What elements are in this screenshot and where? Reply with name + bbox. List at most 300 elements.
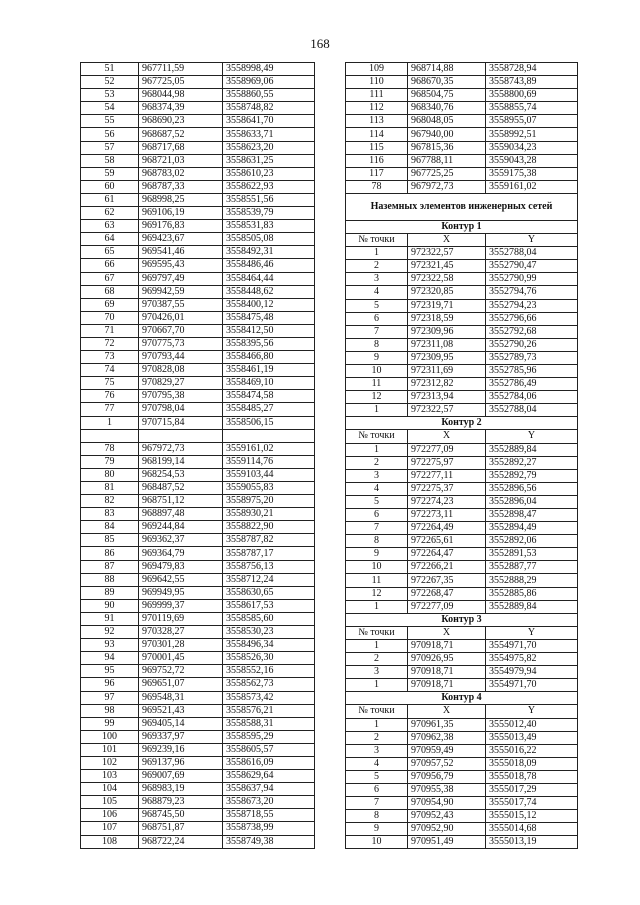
x-coordinate-cell: 972313,94 (408, 391, 486, 404)
y-coordinate-cell (223, 429, 315, 442)
x-coordinate-cell: 969797,49 (139, 272, 223, 285)
point-number-cell: 110 (346, 76, 408, 89)
x-coordinate-cell: 972274,23 (408, 495, 486, 508)
table-row (346, 325, 578, 338)
x-coordinate-cell: 970775,73 (139, 337, 223, 350)
table-row (346, 154, 578, 167)
y-coordinate-cell: 3559103,44 (223, 468, 315, 481)
x-coordinate-cell: 968504,75 (408, 89, 486, 102)
x-coordinate-cell: 970119,69 (139, 612, 223, 625)
y-coordinate-cell: 3555012,40 (486, 718, 578, 731)
point-number-cell: 99 (81, 717, 139, 730)
point-number-cell: 61 (81, 193, 139, 206)
y-coordinate-cell: 3558492,31 (223, 246, 315, 259)
y-coordinate-cell: 3552889,84 (486, 600, 578, 613)
x-coordinate-cell: 968787,33 (139, 180, 223, 193)
y-coordinate-cell: 3552790,26 (486, 338, 578, 351)
table-row (81, 154, 315, 167)
x-coordinate-cell: 969548,31 (139, 691, 223, 704)
point-number-cell: 70 (81, 311, 139, 324)
table-row (346, 836, 578, 849)
point-number-header: № точки (346, 234, 408, 247)
point-number-cell: 77 (81, 403, 139, 416)
x-coordinate-cell: 972277,09 (408, 600, 486, 613)
y-coordinate-cell: 3558855,74 (486, 102, 578, 115)
x-coordinate-cell: 969176,83 (139, 220, 223, 233)
table-row (346, 286, 578, 299)
y-coordinate-cell: 3558718,55 (223, 809, 315, 822)
point-number-cell: 66 (81, 259, 139, 272)
point-number-cell: 85 (81, 534, 139, 547)
point-number-cell: 95 (81, 665, 139, 678)
table-row (81, 285, 315, 298)
x-coordinate-cell: 972268,47 (408, 587, 486, 600)
x-coordinate-cell: 972277,09 (408, 443, 486, 456)
point-number-cell: 2 (346, 653, 408, 666)
point-number-cell: 3 (346, 666, 408, 679)
x-coordinate-cell: 968751,12 (139, 495, 223, 508)
table-row (346, 391, 578, 404)
point-number-cell: 1 (346, 718, 408, 731)
point-number-cell: 65 (81, 246, 139, 259)
table-row (81, 560, 315, 573)
y-coordinate-cell: 3552896,04 (486, 495, 578, 508)
table-row (346, 823, 578, 836)
y-coordinate-cell: 3558461,19 (223, 364, 315, 377)
point-number-cell: 54 (81, 102, 139, 115)
point-number-cell: 59 (81, 167, 139, 180)
y-coordinate-cell: 3552789,73 (486, 351, 578, 364)
y-coordinate-cell: 3558738,99 (223, 822, 315, 835)
point-number-cell: 1 (81, 416, 139, 429)
x-coordinate-cell: 969642,55 (139, 573, 223, 586)
x-coordinate-cell: 970954,90 (408, 797, 486, 810)
table-row (81, 770, 315, 783)
table-row (81, 835, 315, 848)
table-row (346, 482, 578, 495)
table-row (81, 128, 315, 141)
y-coordinate-cell: 3554971,70 (486, 679, 578, 692)
table-row (81, 573, 315, 586)
x-coordinate-cell: 970426,01 (139, 311, 223, 324)
y-coordinate-cell: 3555014,68 (486, 823, 578, 836)
table-row (81, 337, 315, 350)
table-row (81, 272, 315, 285)
point-number-cell: 1 (346, 600, 408, 613)
x-coordinate-cell: 967725,25 (408, 167, 486, 180)
y-coordinate-cell: 3558822,90 (223, 521, 315, 534)
x-coordinate-cell: 970795,38 (139, 390, 223, 403)
x-coordinate-cell: 969007,69 (139, 770, 223, 783)
table-row (81, 678, 315, 691)
point-number-cell: 9 (346, 351, 408, 364)
point-number-cell: 60 (81, 180, 139, 193)
y-coordinate-cell: 3552896,56 (486, 482, 578, 495)
x-coordinate-cell: 972275,37 (408, 482, 486, 495)
x-coordinate-cell: 967972,73 (139, 442, 223, 455)
y-coordinate-cell: 3555017,29 (486, 783, 578, 796)
table-row (81, 639, 315, 652)
x-coordinate-cell: 972320,85 (408, 286, 486, 299)
y-coordinate-cell: 3552887,77 (486, 561, 578, 574)
point-number-cell: 9 (346, 548, 408, 561)
table-row (346, 443, 578, 456)
x-coordinate-cell: 970793,44 (139, 351, 223, 364)
contour-heading: Контур 1 (346, 220, 578, 233)
y-coordinate-cell: 3558412,50 (223, 324, 315, 337)
table-row (346, 679, 578, 692)
point-number-cell: 7 (346, 797, 408, 810)
y-coordinate-cell: 3558610,23 (223, 167, 315, 180)
x-coordinate-cell: 967788,11 (408, 154, 486, 167)
x-coordinate-cell: 970798,04 (139, 403, 223, 416)
y-coordinate-cell: 3552790,47 (486, 260, 578, 273)
y-coordinate-cell: 3558466,80 (223, 351, 315, 364)
table-row (346, 351, 578, 364)
y-coordinate-cell: 3558469,10 (223, 377, 315, 390)
table-row (81, 612, 315, 625)
y-coordinate-cell: 3558975,20 (223, 495, 315, 508)
y-header: Y (486, 430, 578, 443)
point-number-cell: 109 (346, 63, 408, 76)
y-coordinate-cell: 3552796,66 (486, 312, 578, 325)
table-row (346, 810, 578, 823)
x-coordinate-cell: 968745,50 (139, 809, 223, 822)
point-number-cell: 79 (81, 455, 139, 468)
x-header: X (408, 234, 486, 247)
x-coordinate-cell: 970001,45 (139, 652, 223, 665)
table-row (81, 717, 315, 730)
contour-heading-row (346, 220, 578, 233)
y-coordinate-cell: 3555017,74 (486, 797, 578, 810)
point-number-cell: 5 (346, 299, 408, 312)
point-number-cell: 9 (346, 823, 408, 836)
point-number-cell: 101 (81, 743, 139, 756)
y-coordinate-cell: 3555018,09 (486, 757, 578, 770)
point-number-cell: 89 (81, 586, 139, 599)
y-coordinate-cell: 3558728,94 (486, 63, 578, 76)
table-row (81, 586, 315, 599)
point-number-cell: 10 (346, 836, 408, 849)
x-coordinate-cell: 969541,46 (139, 246, 223, 259)
x-header: X (408, 705, 486, 718)
table-row (346, 338, 578, 351)
x-coordinate-cell: 970328,27 (139, 626, 223, 639)
point-number-cell: 6 (346, 312, 408, 325)
point-number-cell: 97 (81, 691, 139, 704)
x-coordinate-cell: 970828,08 (139, 364, 223, 377)
point-number-cell: 92 (81, 626, 139, 639)
table-row (81, 429, 315, 442)
y-coordinate-cell: 3552794,23 (486, 299, 578, 312)
contour-heading: Контур 3 (346, 613, 578, 626)
table-row (81, 102, 315, 115)
y-coordinate-cell: 3552892,27 (486, 456, 578, 469)
point-number-cell: 67 (81, 272, 139, 285)
x-coordinate-cell: 972311,08 (408, 338, 486, 351)
table-row (346, 509, 578, 522)
point-number-cell: 80 (81, 468, 139, 481)
y-coordinate-cell: 3559161,02 (486, 180, 578, 193)
x-coordinate-cell: 968717,68 (139, 141, 223, 154)
y-coordinate-cell: 3552892,79 (486, 469, 578, 482)
y-coordinate-cell: 3552891,53 (486, 548, 578, 561)
point-number-cell: 93 (81, 639, 139, 652)
table-row (346, 548, 578, 561)
table-row (81, 508, 315, 521)
y-coordinate-cell: 3552788,04 (486, 247, 578, 260)
x-coordinate-cell: 967711,59 (139, 63, 223, 76)
y-coordinate-cell: 3558930,21 (223, 508, 315, 521)
table-row (346, 666, 578, 679)
y-coordinate-cell: 3554971,70 (486, 639, 578, 652)
point-number-cell: 1 (346, 679, 408, 692)
point-number-cell: 73 (81, 351, 139, 364)
y-header: Y (486, 626, 578, 639)
point-number-cell: 62 (81, 207, 139, 220)
table-row (346, 783, 578, 796)
point-number-cell: 88 (81, 573, 139, 586)
y-coordinate-cell: 3559034,23 (486, 141, 578, 154)
point-number-cell: 53 (81, 89, 139, 102)
table-row (346, 89, 578, 102)
point-number-cell: 4 (346, 286, 408, 299)
y-coordinate-cell: 3558506,15 (223, 416, 315, 429)
section-title: Наземных элементов инженерных сетей (346, 193, 578, 220)
point-number-cell: 107 (81, 822, 139, 835)
x-coordinate-cell: 972312,82 (408, 378, 486, 391)
y-coordinate-cell: 3559055,83 (223, 482, 315, 495)
x-coordinate-cell: 970918,71 (408, 666, 486, 679)
x-header: X (408, 430, 486, 443)
point-number-cell: 72 (81, 337, 139, 350)
point-number-cell: 11 (346, 378, 408, 391)
table-row (81, 442, 315, 455)
point-number-cell: 111 (346, 89, 408, 102)
point-number-cell: 8 (346, 810, 408, 823)
table-row (81, 468, 315, 481)
y-coordinate-cell: 3554979,94 (486, 666, 578, 679)
point-number-cell: 1 (346, 443, 408, 456)
table-row (81, 796, 315, 809)
x-coordinate-cell: 972318,59 (408, 312, 486, 325)
x-coordinate-cell: 972273,11 (408, 509, 486, 522)
point-number-cell: 96 (81, 678, 139, 691)
point-number-cell: 8 (346, 338, 408, 351)
table-row (346, 718, 578, 731)
y-coordinate-cell: 3558464,44 (223, 272, 315, 285)
y-coordinate-cell: 3559043,28 (486, 154, 578, 167)
point-number-header: № точки (346, 430, 408, 443)
x-coordinate-cell: 969405,14 (139, 717, 223, 730)
x-coordinate-cell: 968374,39 (139, 102, 223, 115)
point-number-cell (81, 429, 139, 442)
table-row (81, 233, 315, 246)
y-coordinate-cell: 3558551,56 (223, 193, 315, 206)
y-coordinate-cell: 3552784,06 (486, 391, 578, 404)
y-coordinate-cell: 3559114,76 (223, 455, 315, 468)
table-row (81, 730, 315, 743)
table-row (346, 639, 578, 652)
y-coordinate-cell: 3558622,93 (223, 180, 315, 193)
x-coordinate-cell: 972264,47 (408, 548, 486, 561)
x-coordinate-cell: 972322,58 (408, 273, 486, 286)
y-coordinate-cell: 3558562,73 (223, 678, 315, 691)
table-row (346, 102, 578, 115)
y-coordinate-cell: 3552894,49 (486, 522, 578, 535)
table-row (81, 115, 315, 128)
x-coordinate-cell: 972267,35 (408, 574, 486, 587)
point-number-cell: 1 (346, 247, 408, 260)
contour-heading-row (346, 417, 578, 430)
x-coordinate-cell: 970952,43 (408, 810, 486, 823)
y-coordinate-cell: 3552889,84 (486, 443, 578, 456)
point-number-cell: 4 (346, 757, 408, 770)
point-number-cell: 6 (346, 783, 408, 796)
x-coordinate-cell: 972311,69 (408, 364, 486, 377)
point-number-cell: 12 (346, 587, 408, 600)
point-number-cell: 112 (346, 102, 408, 115)
x-coordinate-cell: 970961,35 (408, 718, 486, 731)
point-number-cell: 5 (346, 770, 408, 783)
point-number-cell: 117 (346, 167, 408, 180)
table-row (346, 535, 578, 548)
point-number-cell: 3 (346, 273, 408, 286)
table-row (81, 390, 315, 403)
table-row (346, 574, 578, 587)
point-number-cell: 82 (81, 495, 139, 508)
table-row (81, 324, 315, 337)
y-coordinate-cell: 3558576,21 (223, 704, 315, 717)
table-row (81, 743, 315, 756)
y-coordinate-cell: 3558637,94 (223, 783, 315, 796)
y-coordinate-cell: 3558787,17 (223, 547, 315, 560)
point-number-cell: 76 (81, 390, 139, 403)
y-coordinate-cell: 3558748,82 (223, 102, 315, 115)
x-coordinate-cell: 970959,49 (408, 744, 486, 757)
table-row (346, 128, 578, 141)
x-coordinate-cell: 970952,90 (408, 823, 486, 836)
x-coordinate-cell: 968983,19 (139, 783, 223, 796)
table-row (346, 797, 578, 810)
table-row (81, 495, 315, 508)
point-number-cell: 58 (81, 154, 139, 167)
x-coordinate-cell: 967972,73 (408, 180, 486, 193)
x-coordinate-cell: 969137,96 (139, 756, 223, 769)
x-coordinate-cell: 969999,37 (139, 599, 223, 612)
table-row (81, 63, 315, 76)
table-row (81, 403, 315, 416)
point-number-cell: 100 (81, 730, 139, 743)
table-header-row (346, 626, 578, 639)
y-coordinate-cell: 3558630,65 (223, 586, 315, 599)
point-number-cell: 12 (346, 391, 408, 404)
point-number-cell: 90 (81, 599, 139, 612)
x-coordinate-cell: 969244,84 (139, 521, 223, 534)
x-coordinate-cell: 970956,79 (408, 770, 486, 783)
x-coordinate-cell: 972322,57 (408, 247, 486, 260)
y-coordinate-cell: 3552888,29 (486, 574, 578, 587)
left-coordinates-table (80, 62, 315, 849)
x-coordinate-cell: 968687,52 (139, 128, 223, 141)
x-coordinate-cell: 972264,49 (408, 522, 486, 535)
table-row (346, 456, 578, 469)
x-coordinate-cell: 972265,61 (408, 535, 486, 548)
x-coordinate-cell: 968998,25 (139, 193, 223, 206)
table-row (81, 76, 315, 89)
y-coordinate-cell: 3552885,86 (486, 587, 578, 600)
x-coordinate-cell: 972321,45 (408, 260, 486, 273)
table-row (81, 783, 315, 796)
x-coordinate-cell: 968199,14 (139, 455, 223, 468)
y-coordinate-cell: 3558585,60 (223, 612, 315, 625)
y-coordinate-cell: 3558539,79 (223, 207, 315, 220)
point-number-cell: 10 (346, 561, 408, 574)
y-coordinate-cell: 3558756,13 (223, 560, 315, 573)
table-row (346, 744, 578, 757)
point-number-header: № точки (346, 705, 408, 718)
y-coordinate-cell: 3552898,47 (486, 509, 578, 522)
y-coordinate-cell: 3558474,58 (223, 390, 315, 403)
y-coordinate-cell: 3558800,69 (486, 89, 578, 102)
x-header: X (408, 626, 486, 639)
table-header-row (346, 234, 578, 247)
point-number-cell: 7 (346, 522, 408, 535)
y-header: Y (486, 705, 578, 718)
x-coordinate-cell: 969752,72 (139, 665, 223, 678)
contour-heading: Контур 2 (346, 417, 578, 430)
x-coordinate-cell: 970962,38 (408, 731, 486, 744)
x-coordinate-cell: 970667,70 (139, 324, 223, 337)
x-coordinate-cell: 967815,36 (408, 141, 486, 154)
y-coordinate-cell: 3558486,46 (223, 259, 315, 272)
y-coordinate-cell: 3558573,42 (223, 691, 315, 704)
table-row (81, 193, 315, 206)
x-coordinate-cell: 968714,88 (408, 63, 486, 76)
x-coordinate-cell: 969479,83 (139, 560, 223, 573)
x-coordinate-cell: 972322,57 (408, 404, 486, 417)
table-row (346, 76, 578, 89)
point-number-cell: 52 (81, 76, 139, 89)
point-number-cell: 68 (81, 285, 139, 298)
table-row (346, 260, 578, 273)
x-coordinate-cell: 969949,95 (139, 586, 223, 599)
y-header: Y (486, 234, 578, 247)
page-number: 168 (310, 36, 330, 51)
y-coordinate-cell: 3558743,89 (486, 76, 578, 89)
table-row (81, 547, 315, 560)
point-number-cell: 4 (346, 482, 408, 495)
point-number-cell: 83 (81, 508, 139, 521)
x-coordinate-cell: 970955,38 (408, 783, 486, 796)
point-number-cell: 5 (346, 495, 408, 508)
point-number-cell: 114 (346, 128, 408, 141)
x-coordinate-cell: 972309,95 (408, 351, 486, 364)
table-row (346, 469, 578, 482)
y-coordinate-cell: 3554975,82 (486, 653, 578, 666)
table-row (346, 522, 578, 535)
table-row (81, 246, 315, 259)
y-coordinate-cell: 3558595,29 (223, 730, 315, 743)
table-row (81, 311, 315, 324)
point-number-cell: 69 (81, 298, 139, 311)
point-number-cell: 10 (346, 364, 408, 377)
point-number-cell: 3 (346, 744, 408, 757)
y-coordinate-cell: 3558526,30 (223, 652, 315, 665)
point-number-cell: 6 (346, 509, 408, 522)
y-coordinate-cell: 3558617,53 (223, 599, 315, 612)
table-row (346, 770, 578, 783)
